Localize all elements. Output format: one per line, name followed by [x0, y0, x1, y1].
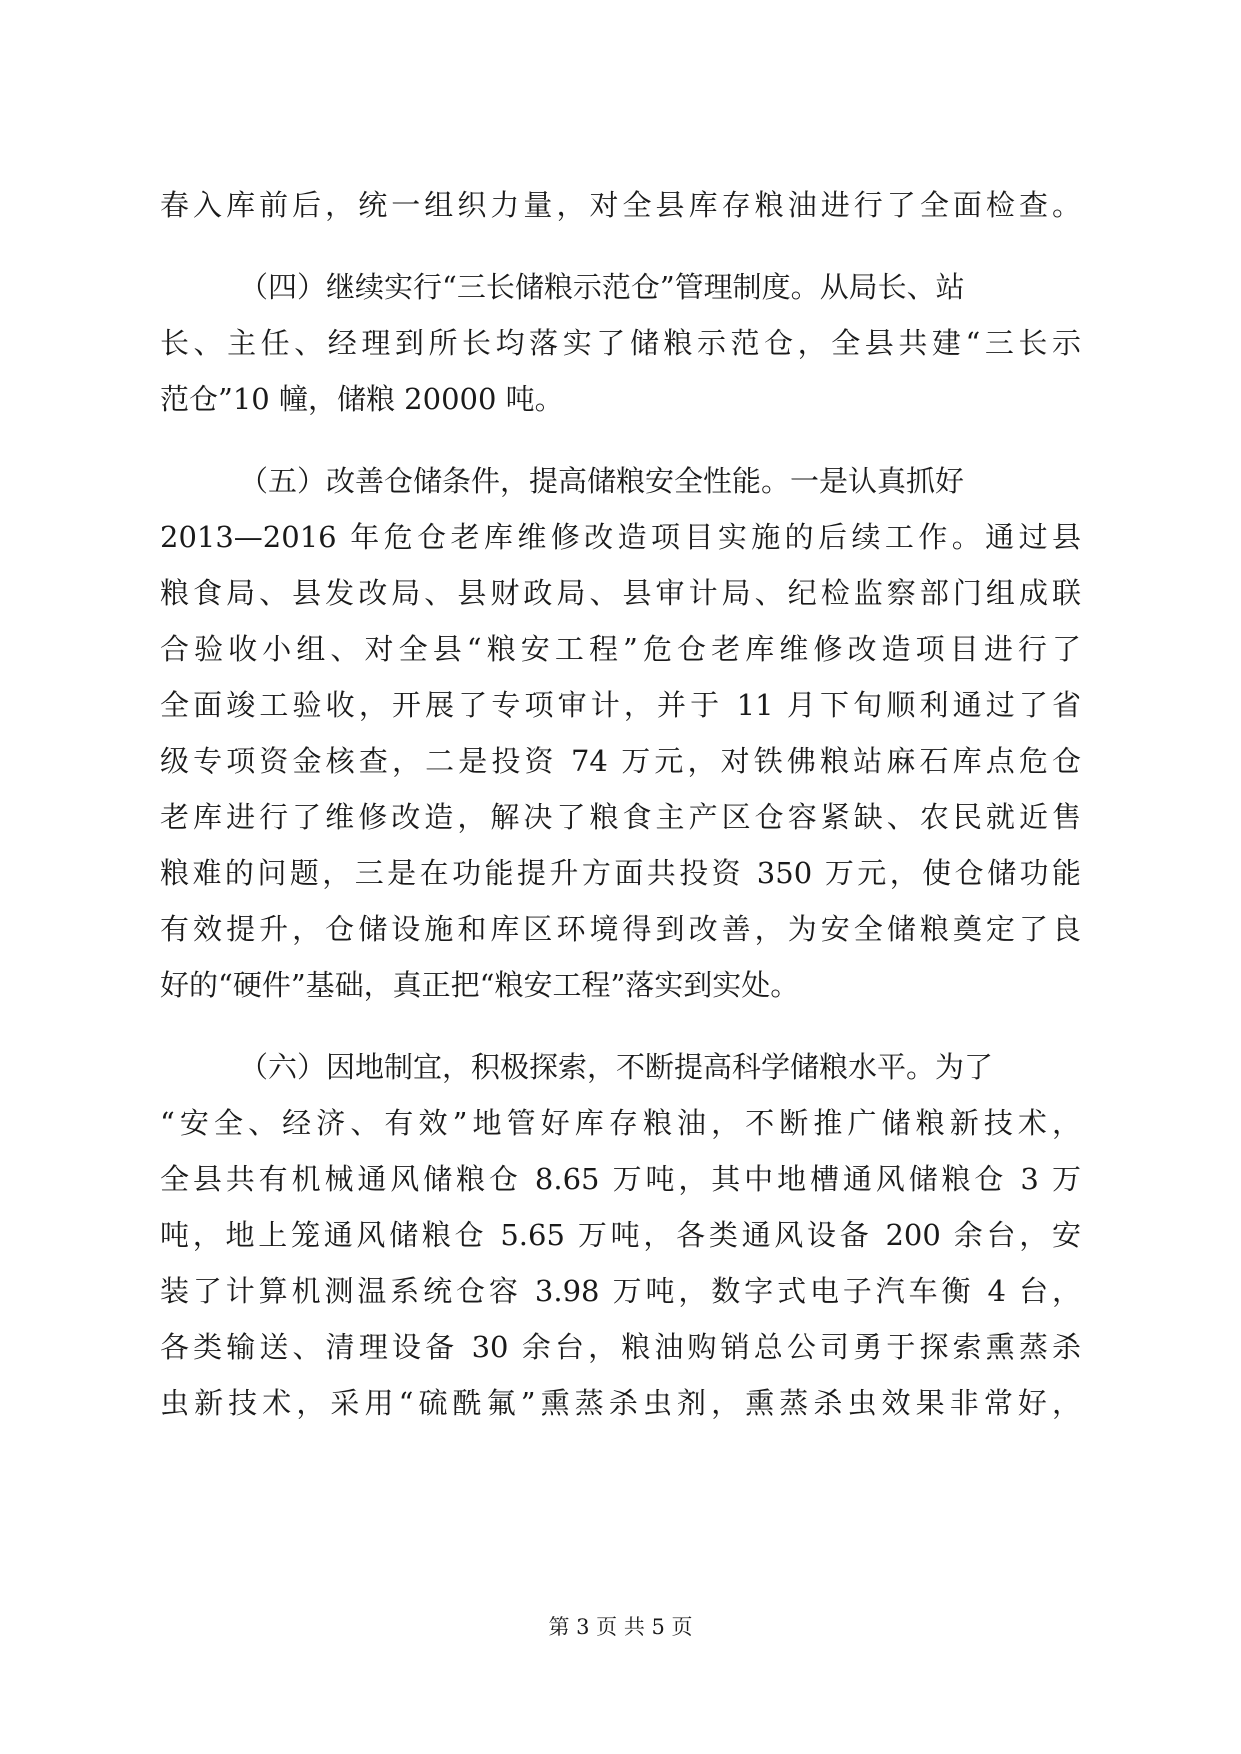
- text-line: 全县共有机械通风储粮仓 8.65 万吨，其中地槽通风储粮仓 3 万: [160, 1162, 1081, 1196]
- text-line: 粮食局、县发改局、县财政局、县审计局、纪检监察部门组成联: [160, 576, 1081, 610]
- text-line: 春入库前后，统一组织力量，对全县库存粮油进行了全面检查。: [160, 188, 1081, 222]
- text-line: 有效提升，仓储设施和库区环境得到改善，为安全储粮奠定了良: [160, 912, 1081, 946]
- text-line: 级专项资金核查，二是投资 74 万元，对铁佛粮站麻石库点危仓: [160, 744, 1081, 778]
- text-line: 2013—2016 年危仓老库维修改造项目实施的后续工作。通过县: [160, 520, 1081, 554]
- text-line: 装了计算机测温系统仓容 3.98 万吨，数字式电子汽车衡 4 台，: [160, 1274, 1081, 1308]
- text-line: （四）继续实行“三长储粮示范仓”管理制度。从局长、站: [239, 270, 965, 304]
- text-line: 虫新技术，采用“硫酰氟”熏蒸杀虫剂，熏蒸杀虫效果非常好，: [160, 1386, 1081, 1420]
- text-line: 范仓”10 幢，储粮 20000 吨。: [160, 382, 564, 416]
- text-line: 长、主任、经理到所长均落实了储粮示范仓，全县共建“三长示: [160, 326, 1081, 360]
- text-line: 老库进行了维修改造，解决了粮食主产区仓容紧缺、农民就近售: [160, 800, 1081, 834]
- text-line: 好的“硬件”基础，真正把“粮安工程”落实到实处。: [160, 968, 800, 1002]
- text-line: 吨，地上笼通风储粮仓 5.65 万吨，各类通风设备 200 余台，安: [160, 1218, 1081, 1252]
- text-line: 各类输送、清理设备 30 余台，粮油购销总公司勇于探索熏蒸杀: [160, 1330, 1081, 1364]
- page-footer: 第 3 页 共 5 页: [548, 1615, 693, 1639]
- text-line: “安全、经济、有效”地管好库存粮油，不断推广储粮新技术，: [160, 1106, 1081, 1140]
- text-line: （五）改善仓储条件，提高储粮安全性能。一是认真抓好: [239, 464, 965, 498]
- text-line: 全面竣工验收，开展了专项审计，并于 11 月下旬顺利通过了省: [160, 688, 1081, 722]
- text-line: （六）因地制宜，积极探索，不断提高科学储粮水平。为了: [239, 1050, 994, 1084]
- text-line: 粮难的问题，三是在功能提升方面共投资 350 万元，使仓储功能: [160, 856, 1081, 890]
- text-line: 合验收小组、对全县“粮安工程”危仓老库维修改造项目进行了: [160, 632, 1081, 666]
